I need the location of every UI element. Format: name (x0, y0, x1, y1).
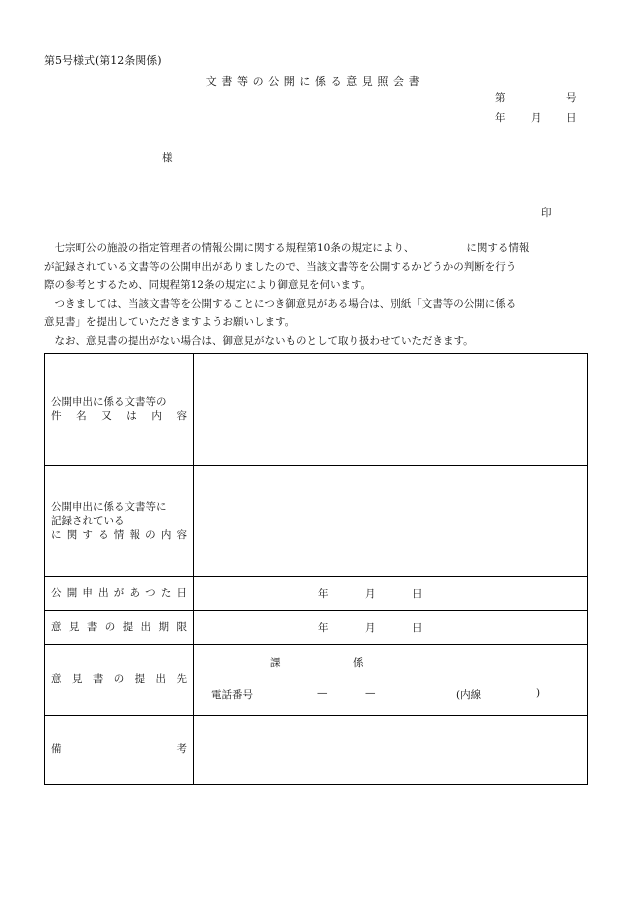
request-date-day: 日 (412, 588, 423, 600)
p1-before: 七宗町公の施設の指定管理者の情報公開に関する規程第10条の規定により、 (54, 242, 415, 254)
phone-dash-1: — (317, 687, 328, 699)
form-number: 第5号様式(第12条関係) (44, 54, 162, 67)
body-paragraph-2: が記録されている文書等の公開申出がありましたので、当該文書等を公開するかどうかの判断を行う (44, 261, 517, 273)
label-line: 記録されている (51, 515, 125, 527)
char: が (113, 587, 125, 599)
spread-line (51, 409, 187, 423)
body-paragraph-5: 意見書」を提出していただきますようお願いします。 (44, 316, 296, 328)
char: つ (145, 587, 156, 599)
char: 容 (176, 529, 187, 541)
char: 公 (51, 587, 62, 599)
char: 申 (82, 587, 93, 599)
char: の (145, 529, 156, 541)
phone-dash-2: — (365, 687, 376, 699)
p4-text: つきましては、当該文書等を公開することにつき御意見がある場合は、別紙「文書等の公開に係る (54, 298, 517, 310)
row-deadline-label (51, 620, 187, 634)
char: 意 (51, 673, 62, 685)
deadline-month: 月 (365, 622, 376, 634)
row-deadline (45, 610, 587, 645)
char: 先 (176, 673, 187, 685)
number-suffix: 号 (566, 92, 577, 104)
extension-open: (内線 (456, 689, 482, 701)
phone-label: 電話番号 (211, 689, 253, 701)
char: 出 (155, 673, 167, 685)
char: 情 (113, 529, 125, 541)
char: 考 (176, 743, 187, 755)
char: 見 (68, 621, 80, 633)
row-submit-to-label (51, 672, 187, 686)
extension-close: ) (536, 687, 541, 699)
p1-after: に関する情報 (466, 242, 530, 254)
date-year: 年 (495, 112, 506, 124)
char: 名 (76, 410, 87, 422)
label-line: 公開申出に係る文書等の (51, 396, 167, 408)
char: 関 (66, 529, 78, 541)
char: 容 (176, 410, 187, 422)
char: 書 (92, 673, 104, 685)
date-month: 月 (531, 112, 542, 124)
char: あ (129, 587, 140, 599)
char: る (98, 529, 109, 541)
spread-line (51, 528, 187, 542)
seal-mark: 印 (541, 207, 552, 219)
label-line: 公開申出に係る文書等に (51, 501, 167, 513)
char: 出 (98, 587, 109, 599)
char: 提 (134, 673, 146, 685)
row-request-date-label (51, 586, 187, 600)
addressee-suffix: 様 (162, 152, 173, 164)
char: 出 (140, 621, 152, 633)
row-remarks-label (51, 742, 187, 756)
char: 書 (86, 621, 98, 633)
char: 期 (158, 621, 170, 633)
char: た (160, 587, 172, 599)
section-kakari: 係 (353, 657, 364, 669)
body-paragraph-4 (44, 296, 589, 311)
char: 日 (176, 587, 187, 599)
char: 備 (51, 743, 62, 755)
deadline-day: 日 (412, 622, 423, 634)
char: 開 (66, 587, 78, 599)
row-request-date (45, 576, 587, 611)
char: 提 (122, 621, 134, 633)
row-submit-to (45, 644, 587, 716)
row-remarks (45, 715, 587, 784)
body-paragraph-1 (44, 240, 589, 255)
number-prefix: 第 (495, 92, 506, 104)
section-ka: 課 (270, 657, 281, 669)
char: 内 (151, 410, 162, 422)
char: 報 (129, 529, 140, 541)
body-paragraph-6 (44, 333, 589, 348)
document-title: 文書等の公開に係る意見照会書 (205, 75, 425, 88)
row-recorded-info-label (51, 500, 187, 542)
char: に (51, 529, 62, 541)
char: 限 (176, 621, 187, 633)
request-date-month: 月 (365, 588, 376, 600)
char: の (113, 673, 125, 685)
char: 又 (101, 410, 112, 422)
row-document-name (45, 354, 587, 466)
body-paragraph-3: 際の参考とするため、同規程第12条の規定により御意見を伺います。 (44, 279, 372, 291)
p6-text: なお、意見書の提出がない場合は、御意見がないものとして取り扱わせていただきます。 (54, 335, 474, 347)
row-document-name-label (51, 395, 187, 423)
row-recorded-info (45, 465, 587, 577)
char: は (126, 410, 137, 422)
char: 見 (71, 673, 83, 685)
request-date-year: 年 (318, 588, 329, 600)
char: の (104, 621, 116, 633)
char: 意 (51, 621, 62, 633)
char: す (82, 529, 93, 541)
char: 件 (51, 410, 62, 422)
date-day: 日 (566, 112, 577, 124)
inquiry-table (44, 353, 588, 785)
char: 内 (160, 529, 172, 541)
deadline-year: 年 (318, 622, 329, 634)
